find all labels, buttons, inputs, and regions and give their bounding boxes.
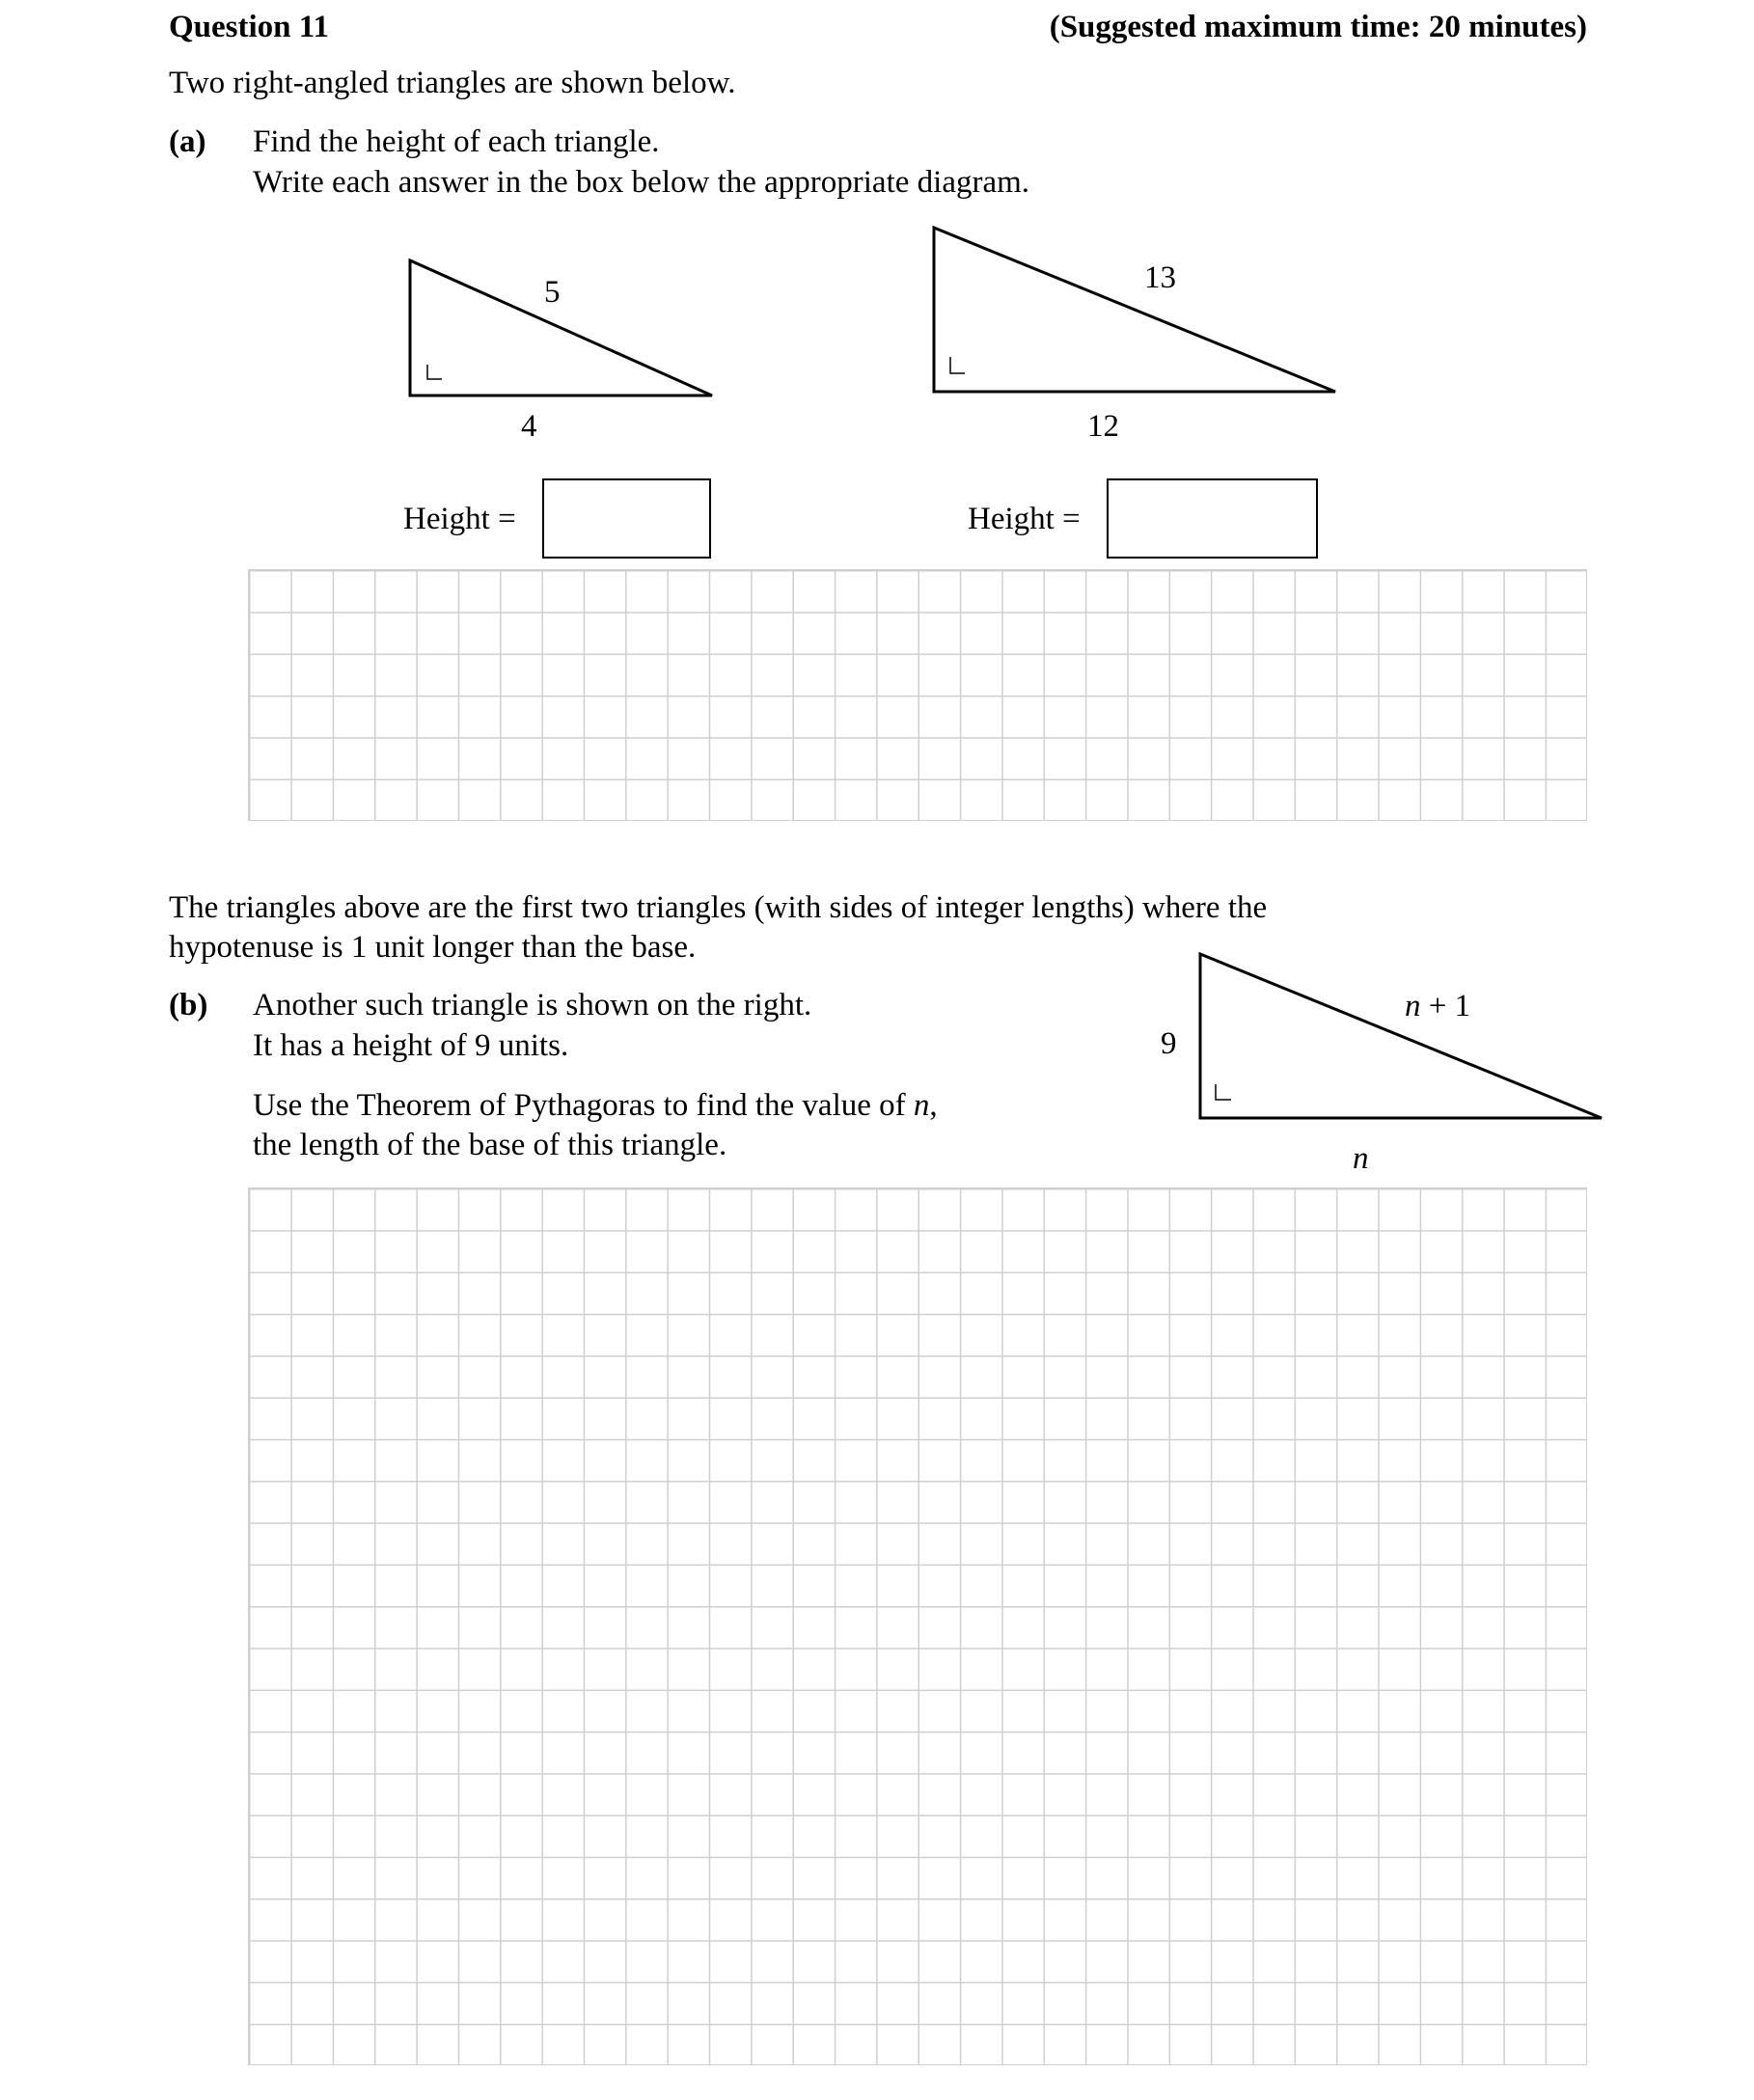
- bridge-text-line-2: hypotenuse is 1 unit longer than the base.: [169, 930, 697, 965]
- part-b-instruction-3: [253, 1090, 938, 1122]
- bridge-text-line-1: The triangles above are the first two triangles (with sides of integer lengths) where the: [169, 890, 1268, 925]
- question-title: Question 11: [169, 10, 329, 44]
- right-angle-mark-icon: [427, 365, 442, 379]
- triangle-part-b: [1200, 954, 1602, 1118]
- part-b-instruction-1: Another such triangle is shown on the right.: [253, 988, 812, 1023]
- part-b-instruction-4: the length of the base of this triangle.: [253, 1128, 727, 1162]
- suggested-time-note: (Suggested maximum time: 20 minutes): [1049, 10, 1587, 44]
- part-b-instruction-3-text: Use the Theorem of Pythagoras to find the value of: [253, 1088, 914, 1123]
- triangle-5-12-13: [934, 228, 1335, 392]
- working-grid-part-b[interactable]: [248, 1187, 1587, 2065]
- triangle-b-height-label: 9: [1161, 1026, 1177, 1061]
- hypotenuse-suffix: + 1: [1420, 989, 1471, 1023]
- right-angle-mark-icon: [1216, 1084, 1231, 1100]
- height-answer-box-1[interactable]: [542, 478, 711, 559]
- triangle-3-4-5: [410, 260, 712, 395]
- part-a-label: (a): [169, 124, 206, 159]
- variable-n: n: [913, 1088, 930, 1123]
- working-grid-part-a[interactable]: [248, 569, 1587, 821]
- right-angle-mark-icon: [950, 357, 965, 373]
- triangle-2-hypotenuse-label: 13: [1144, 260, 1176, 295]
- part-b-instruction-3-punct: ,: [929, 1088, 938, 1123]
- triangle-b-hypotenuse-label: [1405, 991, 1470, 1023]
- intro-text: Two right-angled triangles are shown below.: [169, 66, 736, 100]
- triangle-b-base-label: n: [1353, 1141, 1369, 1176]
- height-label-2: Height =: [968, 502, 1081, 536]
- variable-n: n: [1405, 989, 1421, 1023]
- triangle-2-base-label: 12: [1087, 409, 1119, 444]
- part-b-instruction-2: It has a height of 9 units.: [253, 1028, 569, 1063]
- part-a-instruction-1: Find the height of each triangle.: [253, 124, 660, 159]
- height-answer-box-2[interactable]: [1107, 478, 1318, 559]
- part-a-instruction-2: Write each answer in the box below the appropriate diagram.: [253, 165, 1030, 200]
- height-label-1: Height =: [403, 502, 516, 536]
- part-b-label: (b): [169, 988, 208, 1023]
- triangle-1-base-label: 4: [521, 409, 537, 444]
- triangle-1-hypotenuse-label: 5: [544, 275, 561, 310]
